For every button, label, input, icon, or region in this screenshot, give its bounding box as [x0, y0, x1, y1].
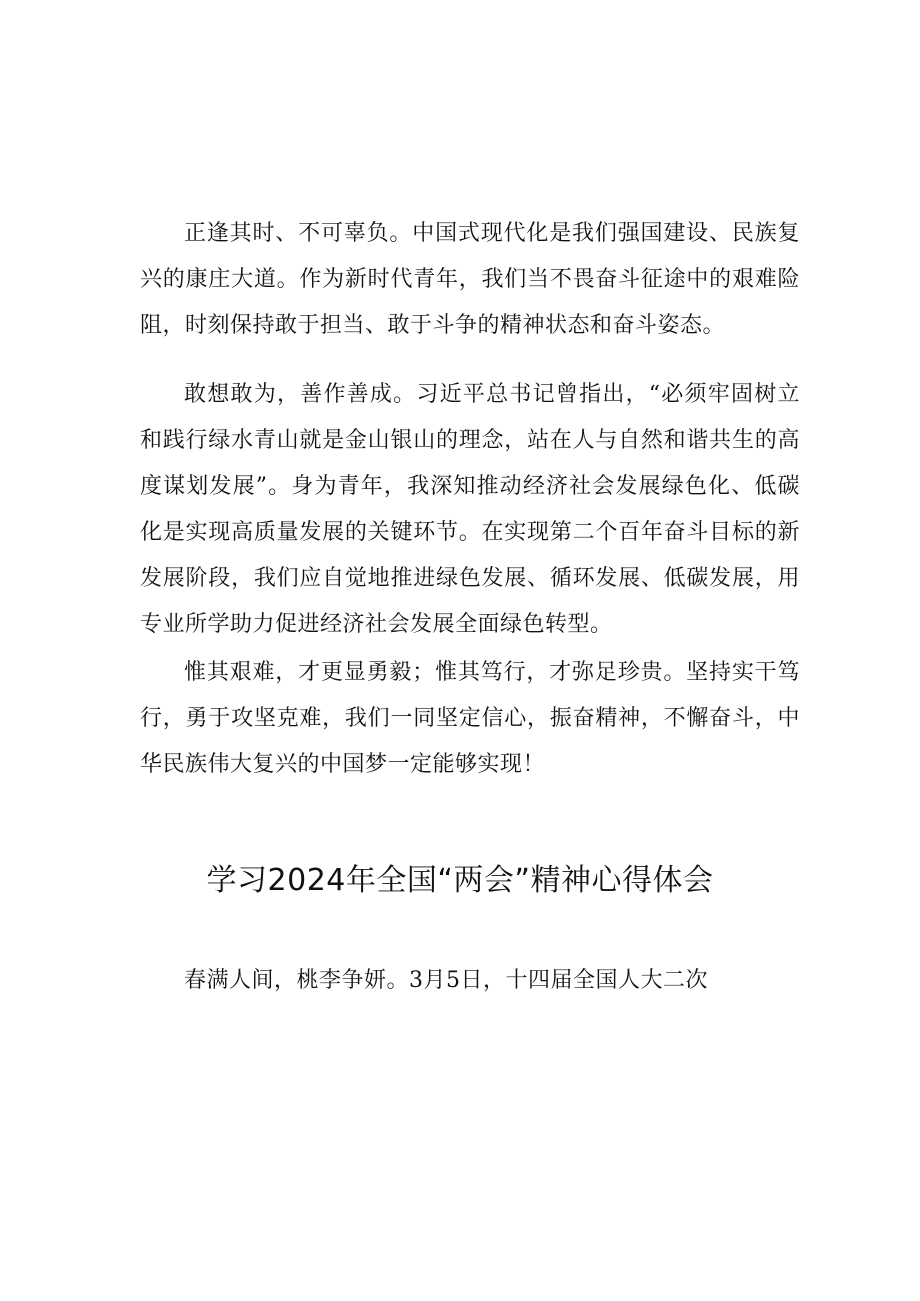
paragraph-3: 惟其艰难，才更显勇毅；惟其笃行，才弥足珍贵。坚持实干笃行，勇于攻坚克难，我们一同坚定信心，振奋精神，不懈奋斗，中华民族伟大复兴的中国梦一定能够实现！ — [140, 660, 800, 777]
paragraph-2: 敢想敢为，善作善成。习近平总书记曾指出，“必须牢固树立和践行绿水青山就是金山银山的理念，站在人与自然和谐共生的高度谋划发展”。身为青年，我深知推动经济社会发展绿色化、低碳化是实现高质量发展的关键环节。在实现第二个百年奋斗目标的新发展阶段，我们应自觉地推进绿色发展、循环发展、低碳发展，用专业所学助力促进经济社会发展全面绿色转型。 — [140, 382, 800, 637]
section-title: 学习2024年全国“两会”精神心得体会 — [206, 863, 714, 898]
paragraph-1: 正逢其时、不可辜负。中国式现代化是我们强国建设、民族复兴的康庄大道。作为新时代青年，我们当不畏奋斗征途中的艰难险阻，时刻保持敢于担当、敢于斗争的精神状态和奋斗姿态。 — [140, 221, 800, 338]
section-first-line: 春满人间，桃李争妍。3月5日，十四届全国人大二次 — [184, 968, 708, 993]
